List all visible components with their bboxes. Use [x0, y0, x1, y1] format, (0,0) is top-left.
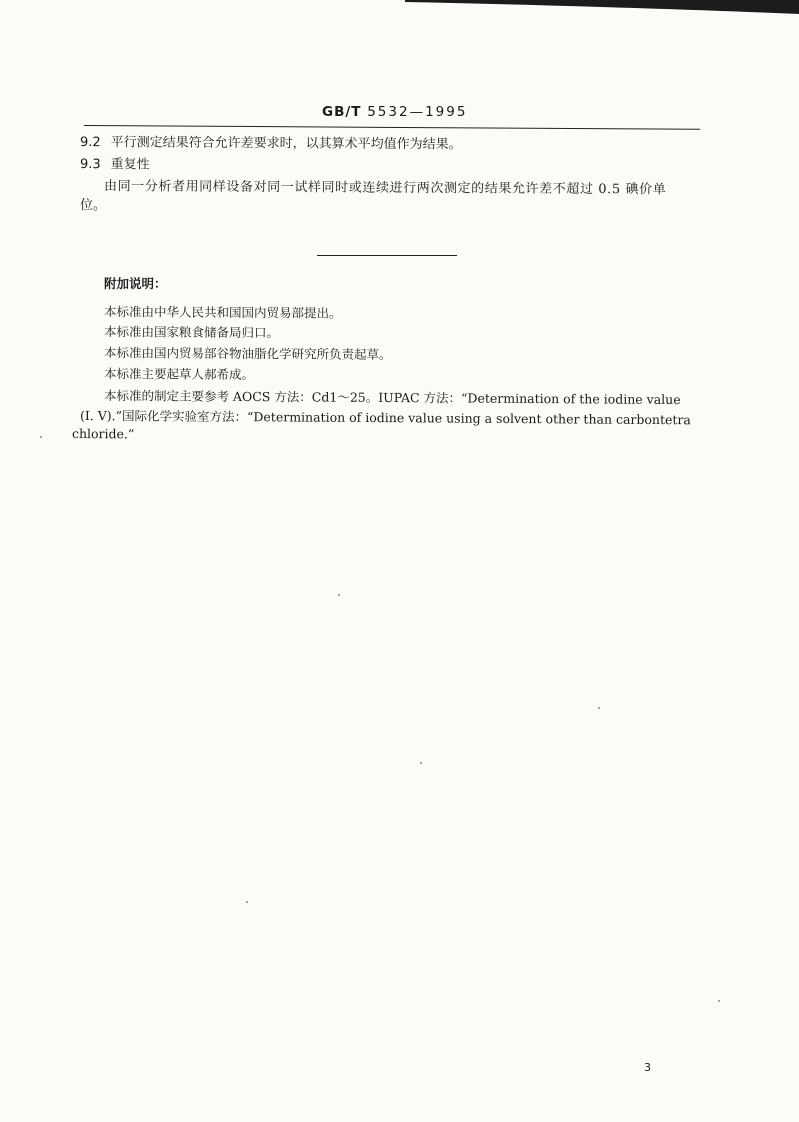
section-title: 重复性 — [110, 157, 150, 173]
supplementary-line: 本标准主要起草人郝希成。 — [103, 366, 255, 383]
scan-speck — [718, 1000, 720, 1002]
standard-number: 5532—1995 — [367, 104, 468, 120]
standard-prefix: GB/T — [322, 104, 362, 120]
section-number: 9.3 — [79, 157, 101, 173]
supplementary-line: 本标准由国内贸易部谷物油脂化学研究所负责起草。 — [103, 345, 392, 363]
supplementary-line: 本标准由国家粮食储备局归口。 — [103, 324, 280, 341]
section-text: 平行测定结果符合允许差要求时，以其算术平均值作为结果。 — [110, 135, 462, 153]
section-9-3-body-line: 由同一分析者用同样设备对同一试样同时或连续进行两次测定的结果允许差不超过 0.5 碘价单 — [103, 179, 667, 198]
header-rule — [84, 125, 700, 130]
page-number: 3 — [644, 1061, 651, 1074]
supplementary-line: (I. V).”国际化学实验室方法：“Determination of iodine value using a solvent other than carbontetra — [79, 408, 691, 428]
scan-speck — [40, 436, 42, 438]
section-9-2 — [80, 131, 462, 152]
section-number: 9.2 — [79, 135, 101, 151]
section-9-3-heading — [80, 153, 150, 172]
scan-speck — [246, 901, 248, 903]
supplementary-line: 本标准由中华人民共和国国内贸易部提出。 — [103, 304, 342, 321]
supplementary-line: 本标准的制定主要参考 AOCS 方法：Cd1～25。IUPAC 方法：“Determination of the iodine value — [103, 388, 681, 408]
section-9-3-body-line: 位。 — [80, 198, 107, 213]
end-of-text-rule — [317, 255, 457, 256]
standard-code-header — [322, 104, 467, 120]
scan-speck — [598, 707, 600, 709]
supplementary-heading: 附加说明： — [104, 276, 167, 291]
scan-edge-artifact — [405, 0, 799, 16]
scan-speck — [420, 762, 422, 764]
scan-speck — [338, 594, 340, 596]
supplementary-line: chloride.” — [71, 426, 135, 442]
